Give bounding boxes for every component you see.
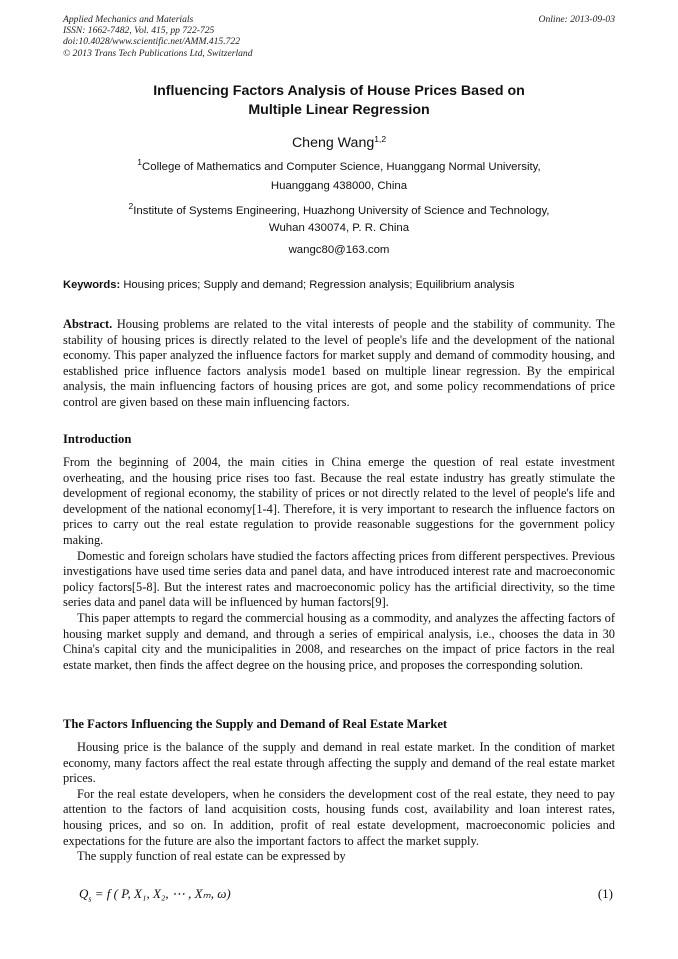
factors-body <box>63 740 615 865</box>
paragraph: Domestic and foreign scholars have studied the factors affecting prices from different perspectives. Previous investigations have used time series data and panel data, and have introduced interest rate and macroeconomic policy factors[5-8]. But the interest rates and macroeconomic policy has the artificial directivity, so the time series data and panel data will be influenced by human factors[9]. <box>63 548 615 610</box>
paragraph: Housing price is the balance of the supply and demand in real estate market. In the condition of market economy, many factors affect the real estate through affecting the supply and demand of the real estate market prices. <box>63 740 615 786</box>
keywords: Keywords: Housing prices; Supply and demand; Regression analysis; Equilibrium analysis <box>63 279 515 291</box>
issn-line: ISSN: 1662-7482, Vol. 415, pp 722-725 <box>63 25 215 37</box>
paragraph: From the beginning of 2004, the main cities in China emerge the question of real estate investment overheating, and the housing price rises too fast. Because the real estate industry has greatly stimulate the development of regional economy, the stability of prices or not directly related to the level of people's life and development of the national economy[1-4]. Therefore, it is very important to research the influence factors on prices to carry out the real estate regulation to provide reasonable suggestions for the government policy making. <box>63 455 615 547</box>
abstract <box>63 317 615 411</box>
author-name: Cheng Wang$^{1,2}$ <box>291 134 387 151</box>
paragraph: For the real estate developers, when he considers the development cost of the real estate, they need to pay attention to the factors of land acquisition costs, housing funds cost, availability and loan interest rates, housing prices, and so on. In addition, profit of real estate development, macroeconomic policies and expectations for the future are also the important factors to affect the market supply. <box>63 786 615 848</box>
paragraph: This paper attempts to regard the commercial housing as a commodity, and analyzes the affecting factors of housing market supply and demand, and through a series of empirical analysis, i.e., chooses the data in 30 China's capital city and the municipalities in 2008, and researches on the impact of price factors in the real estate market, then finds the affect degree on the housing price, and proposes the corresponding solution. <box>63 610 615 672</box>
affiliation-1-city: Huanggang 438000, China <box>270 180 408 192</box>
journal-name: Applied Mechanics and Materials <box>63 14 194 25</box>
affiliation-2-city: Wuhan 430074, P. R. China <box>268 222 410 234</box>
journal-header <box>63 14 615 59</box>
equation-number: (1) <box>597 886 613 901</box>
section-heading-introduction: Introduction <box>63 432 132 446</box>
paper-title: Influencing Factors Analysis of House Prices Based on Multiple Linear Regression <box>153 83 525 118</box>
affiliation-1: $^1$College of Mathematics and Computer Science, Huanggang Normal University, <box>137 157 541 173</box>
introduction-body <box>63 455 615 673</box>
author-email: wangc80@163.com <box>288 244 390 256</box>
online-date: Online: 2013-09-03 <box>538 14 615 25</box>
affiliation-2: $^2$Institute of Systems Engineering, Huazhong University of Science and Technology, <box>128 201 550 217</box>
equation-formula: $Q_s = f$ ( P, X₁, X₂, ⋯ , Xₘ, ω) <box>79 886 231 904</box>
copyright-line: © 2013 Trans Tech Publications Ltd, Switzerland <box>63 47 253 59</box>
paragraph: The supply function of real estate can be expressed by <box>77 849 346 864</box>
abstract-label: Abstract. <box>63 317 113 331</box>
abstract-text: Housing problems are related to the vital interests of people and the stability of community. The stability of housing prices is directly related to the level of people's life and the development of the national economy. This paper analyzed the influence factors for market supply and demand of commodity housing, and established price influence factors analysis mode1 based on multiple linear regression. By the empirical analysis, the main influencing factors of housing prices are got, and some policy recommendations of price control are given based on these main influencing factors. <box>63 317 615 409</box>
doi-line: doi:10.4028/www.scientific.net/AMM.415.722 <box>63 36 241 48</box>
section-heading-factors: The Factors Influencing the Supply and Demand of Real Estate Market <box>63 717 448 731</box>
